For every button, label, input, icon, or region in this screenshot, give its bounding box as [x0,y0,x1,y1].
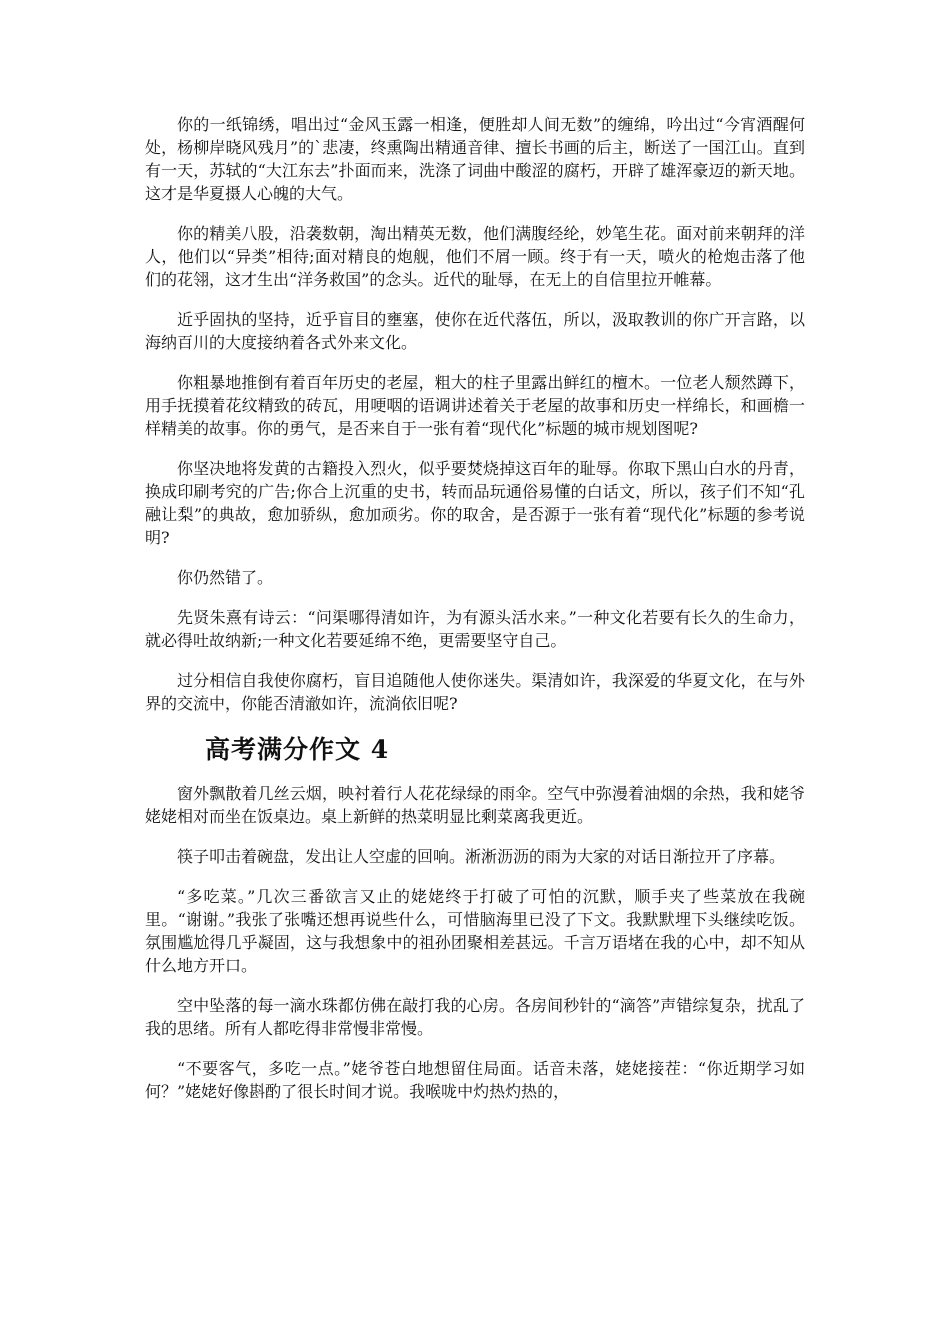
essay-paragraph: 你的一纸锦绣，唱出过“金风玉露一相逢，便胜却人间无数”的缠绵，吟出过“今宵酒醒何处，杨柳岸晓风残月”的`悲凄，终熏陶出精通音律、擅长书画的后主，断送了一国江山。直到有一天，苏轼的“大江东去”扑面而来，洗涤了词曲中酸涩的腐朽，开辟了雄浑豪迈的新天地。这才是华夏摄人心魄的大气。 [145,115,805,203]
essay-paragraph: 你粗暴地推倒有着百年历史的老屋，粗大的柱子里露出鲜红的檀木。一位老人颓然蹲下，用手抚摸着花纹精致的砖瓦，用哽咽的语调讲述着关于老屋的故事和历史一样绵长，和画檐一样精美的故事。你的勇气，是否来自于一张有着“现代化”标题的城市规划图呢? [145,373,805,438]
essay-paragraph: 空中坠落的每一滴水珠都仿佛在敲打我的心房。各房间秒针的“滴答”声错综复杂，扰乱了我的思绪。所有人都吃得非常慢非常慢。 [145,996,805,1038]
essay-paragraph: “不要客气，多吃一点。”姥爷苍白地想留住局面。话音未落，姥姥接茬：“你近期学习如何？”姥姥好像斟酌了很长时间才说。我喉咙中灼热灼热的， [145,1059,805,1101]
essay-paragraph: 筷子叩击着碗盘，发出让人空虚的回响。淅淅沥沥的雨为大家的对话日渐拉开了序幕。 [177,847,786,866]
section-heading: 高考满分作文 4 [205,735,390,764]
essay-paragraph: 近乎固执的坚持，近乎盲目的壅塞，使你在近代落伍，所以，汲取教训的你广开言路，以海纳百川的大度接纳着各式外来文化。 [145,310,805,352]
essay-paragraph: 过分相信自我使你腐朽，盲目追随他人使你迷失。渠清如许，我深爱的华夏文化，在与外界的交流中，你能否清澈如许，流淌依旧呢? [145,671,805,713]
essay-body [145,113,805,1120]
essay-paragraph: “多吃菜。”几次三番欲言又止的姥姥终于打破了可怕的沉默，顺手夹了些菜放在我碗里。“谢谢。”我张了张嘴还想再说些什么，可惜脑海里已没了下文。我默默埋下头继续吃饭。氛围尴尬得几乎凝固，这与我想象中的祖孙团聚相差甚远。千言万语堵在我的心中，却不知从什么地方开口。 [145,887,805,975]
essay-paragraph: 你仍然错了。 [177,568,274,587]
essay-paragraph: 先贤朱熹有诗云：“问渠哪得清如许，为有源头活水来。”一种文化若要有长久的生命力，就必得吐故纳新;一种文化若要延绵不绝，更需要坚守自己。 [145,608,805,650]
essay-paragraph: 窗外飘散着几丝云烟，映衬着行人花花绿绿的雨伞。空气中弥漫着油烟的余热，我和姥爷姥姥相对而坐在饭桌边。桌上新鲜的热菜明显比剩菜离我更近。 [145,784,805,826]
essay-paragraph: 你坚决地将发黄的古籍投入烈火，似乎要焚烧掉这百年的耻辱。你取下黑山白水的丹青，换成印刷考究的广告;你合上沉重的史书，转而品玩通俗易懂的白话文，所以，孩子们不知“孔融让梨”的典故，愈加骄纵，愈加顽劣。你的取舍，是否源于一张有着“现代化”标题的参考说明? [145,459,805,547]
essay-paragraph: 你的精美八股，沿袭数朝，淘出精英无数，他们满腹经纶，妙笔生花。面对前来朝拜的洋人，他们以“异类”相待;面对精良的炮舰，他们不屑一顾。终于有一天，喷火的枪炮击落了他们的花翎，这才生出“洋务救国”的念头。近代的耻辱，在无上的自信里拉开帷幕。 [145,224,805,289]
